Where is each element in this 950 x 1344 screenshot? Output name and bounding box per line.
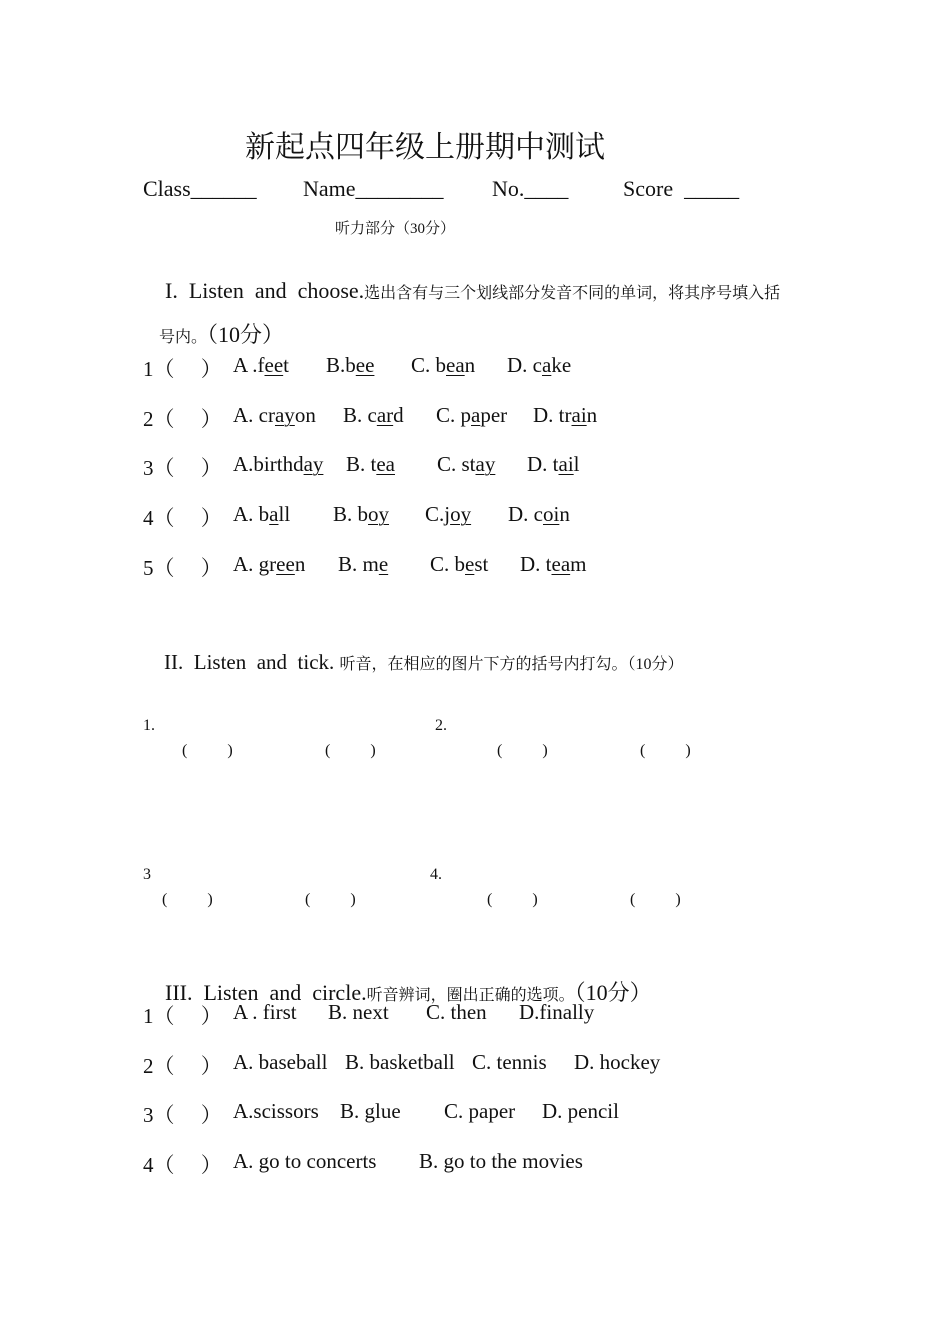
- option-c[interactable]: [425, 502, 471, 527]
- picture-label-2: 2.: [435, 717, 447, 734]
- option-c[interactable]: [430, 552, 488, 577]
- answer-bracket[interactable]: 4（ ）: [143, 1153, 222, 1177]
- answer-bracket[interactable]: 2（ ）: [143, 407, 222, 431]
- option-b[interactable]: B. glue: [340, 1099, 401, 1123]
- answer-bracket[interactable]: 2（ ）: [143, 1054, 222, 1078]
- underlined-sound: a: [542, 353, 552, 377]
- tick-bracket[interactable]: ( ): [305, 891, 356, 908]
- option-text: C. b: [411, 353, 447, 377]
- option-a[interactable]: A.scissors: [233, 1099, 319, 1123]
- section-2-heading: [143, 625, 684, 700]
- tick-bracket[interactable]: ( ): [630, 891, 681, 908]
- option-b[interactable]: [343, 403, 404, 428]
- underlined-sound: ay: [303, 452, 324, 476]
- option-c[interactable]: C. paper: [444, 1099, 516, 1123]
- tick-bracket[interactable]: ( ): [182, 742, 233, 759]
- option-text: st: [474, 552, 489, 576]
- tick-bracket[interactable]: ( ): [640, 742, 691, 759]
- section-3-heading-cn: 听音辨词，圈出正确的选项。: [366, 987, 575, 1004]
- option-b[interactable]: B. go to the movies: [419, 1149, 583, 1173]
- section-1-heading-en: I. Listen and choose.: [165, 278, 365, 303]
- section-1-heading-cn: 选出含有与三个划线部分发音不同的单词，将其序号填入括: [364, 285, 781, 302]
- option-b[interactable]: [326, 353, 374, 378]
- option-d[interactable]: D. pencil: [542, 1099, 619, 1123]
- option-text: n: [294, 552, 306, 576]
- underlined-sound: ai: [571, 403, 587, 427]
- picture-label-3: 3: [143, 866, 151, 883]
- option-text: B.b: [326, 353, 356, 377]
- option-text: A.birthd: [233, 452, 304, 476]
- option-c[interactable]: [436, 403, 507, 428]
- option-d[interactable]: [507, 353, 571, 378]
- option-text: ll: [278, 502, 291, 526]
- picture-label-4: 4.: [430, 866, 442, 883]
- option-text: l: [573, 452, 580, 476]
- option-c[interactable]: C. then: [426, 1000, 487, 1024]
- option-d[interactable]: [533, 403, 597, 428]
- option-text: A. gr: [233, 552, 277, 576]
- picture-label-1: 1.: [143, 717, 155, 734]
- underlined-sound: ee: [355, 353, 375, 377]
- option-a[interactable]: A. go to concerts: [233, 1149, 377, 1173]
- option-d[interactable]: [527, 452, 580, 477]
- option-text: B. c: [343, 403, 377, 427]
- underlined-sound: ar: [376, 403, 394, 427]
- option-text: D. tr: [533, 403, 572, 427]
- option-a[interactable]: [233, 502, 290, 527]
- option-text: n: [464, 353, 476, 377]
- tick-bracket[interactable]: ( ): [162, 891, 213, 908]
- option-text: A. cr: [233, 403, 275, 427]
- option-text: d: [393, 403, 404, 427]
- underlined-sound: ay: [274, 403, 295, 427]
- score-field[interactable]: Score _____: [623, 176, 740, 201]
- option-text: m: [570, 552, 587, 576]
- option-c[interactable]: [411, 353, 475, 378]
- underlined-sound: ee: [264, 353, 284, 377]
- option-d[interactable]: D.finally: [519, 1000, 595, 1024]
- option-d[interactable]: [508, 502, 570, 527]
- number-field[interactable]: No.____: [492, 176, 569, 201]
- option-b[interactable]: B. next: [328, 1000, 389, 1024]
- option-text: B. b: [333, 502, 369, 526]
- tick-bracket[interactable]: ( ): [325, 742, 376, 759]
- listening-part-label: 听力部分（30分）: [335, 221, 456, 237]
- underlined-sound: a: [269, 502, 279, 526]
- option-a[interactable]: [233, 452, 323, 477]
- section-1-points: （10分）: [207, 322, 285, 347]
- tick-bracket[interactable]: ( ): [497, 742, 548, 759]
- underlined-sound: e: [465, 552, 475, 576]
- option-c[interactable]: [437, 452, 495, 477]
- name-field[interactable]: Name________: [303, 176, 444, 201]
- underlined-sound: ay: [475, 452, 496, 476]
- underlined-sound: ai: [558, 452, 574, 476]
- tick-bracket[interactable]: ( ): [487, 891, 538, 908]
- underlined-sound: ea: [376, 452, 395, 476]
- option-a[interactable]: [233, 403, 316, 428]
- section-2-heading-en: II. Listen and tick.: [164, 650, 335, 674]
- option-text: per: [480, 403, 508, 427]
- option-a[interactable]: A . first: [233, 1000, 297, 1024]
- section-3-heading-en: III. Listen and circle.: [165, 980, 367, 1005]
- option-c[interactable]: C. tennis: [472, 1050, 547, 1074]
- option-text: D. t: [520, 552, 552, 576]
- option-text: C.j: [425, 502, 451, 526]
- option-text: D. c: [507, 353, 542, 377]
- underlined-sound: a: [471, 403, 481, 427]
- option-a[interactable]: [233, 353, 289, 378]
- underlined-sound: ea: [446, 353, 465, 377]
- page-title: 新起点四年级上册期中测试: [245, 131, 605, 164]
- answer-bracket[interactable]: 3（ ）: [143, 456, 222, 480]
- option-text: A. b: [233, 502, 270, 526]
- underlined-sound: e: [378, 552, 389, 576]
- option-b[interactable]: B. basketball: [345, 1050, 455, 1074]
- section-2-heading-cn: 听音，在相应的图片下方的括号内打勾。（10分）: [339, 656, 684, 673]
- option-text: n: [586, 403, 598, 427]
- option-a[interactable]: [233, 552, 305, 577]
- option-d[interactable]: D. hockey: [574, 1050, 661, 1074]
- option-text: D. t: [527, 452, 559, 476]
- option-text: B. m: [338, 552, 379, 576]
- option-b[interactable]: [333, 502, 389, 527]
- option-text: C. p: [436, 403, 472, 427]
- option-text: B. t: [346, 452, 377, 476]
- class-field[interactable]: Class______: [143, 176, 257, 201]
- underlined-sound: oy: [450, 502, 472, 526]
- option-b[interactable]: [346, 452, 395, 477]
- section-3-points: （10分）: [574, 980, 652, 1005]
- answer-bracket[interactable]: 1（ ）: [143, 1004, 222, 1028]
- option-text: C. b: [430, 552, 466, 576]
- option-a[interactable]: A. baseball: [233, 1050, 328, 1074]
- underlined-sound: oy: [368, 502, 390, 526]
- underlined-sound: ee: [276, 552, 295, 576]
- option-d[interactable]: [520, 552, 587, 577]
- underlined-sound: oi: [543, 502, 560, 526]
- option-text: on: [294, 403, 316, 427]
- option-text: C. st: [437, 452, 476, 476]
- answer-bracket[interactable]: 3（ ）: [143, 1103, 222, 1127]
- option-text: D. c: [508, 502, 543, 526]
- answer-bracket[interactable]: 5（ ）: [143, 556, 222, 580]
- answer-bracket[interactable]: 1（ ）: [143, 357, 222, 381]
- option-text: t: [283, 353, 289, 377]
- option-text: n: [559, 502, 570, 526]
- answer-bracket[interactable]: 4（ ）: [143, 506, 222, 530]
- underlined-sound: ea: [551, 552, 571, 576]
- option-text: A .f: [233, 353, 265, 377]
- section-1-heading-cn2: 号内。: [159, 329, 208, 346]
- option-b[interactable]: [338, 552, 388, 577]
- option-text: ke: [551, 353, 572, 377]
